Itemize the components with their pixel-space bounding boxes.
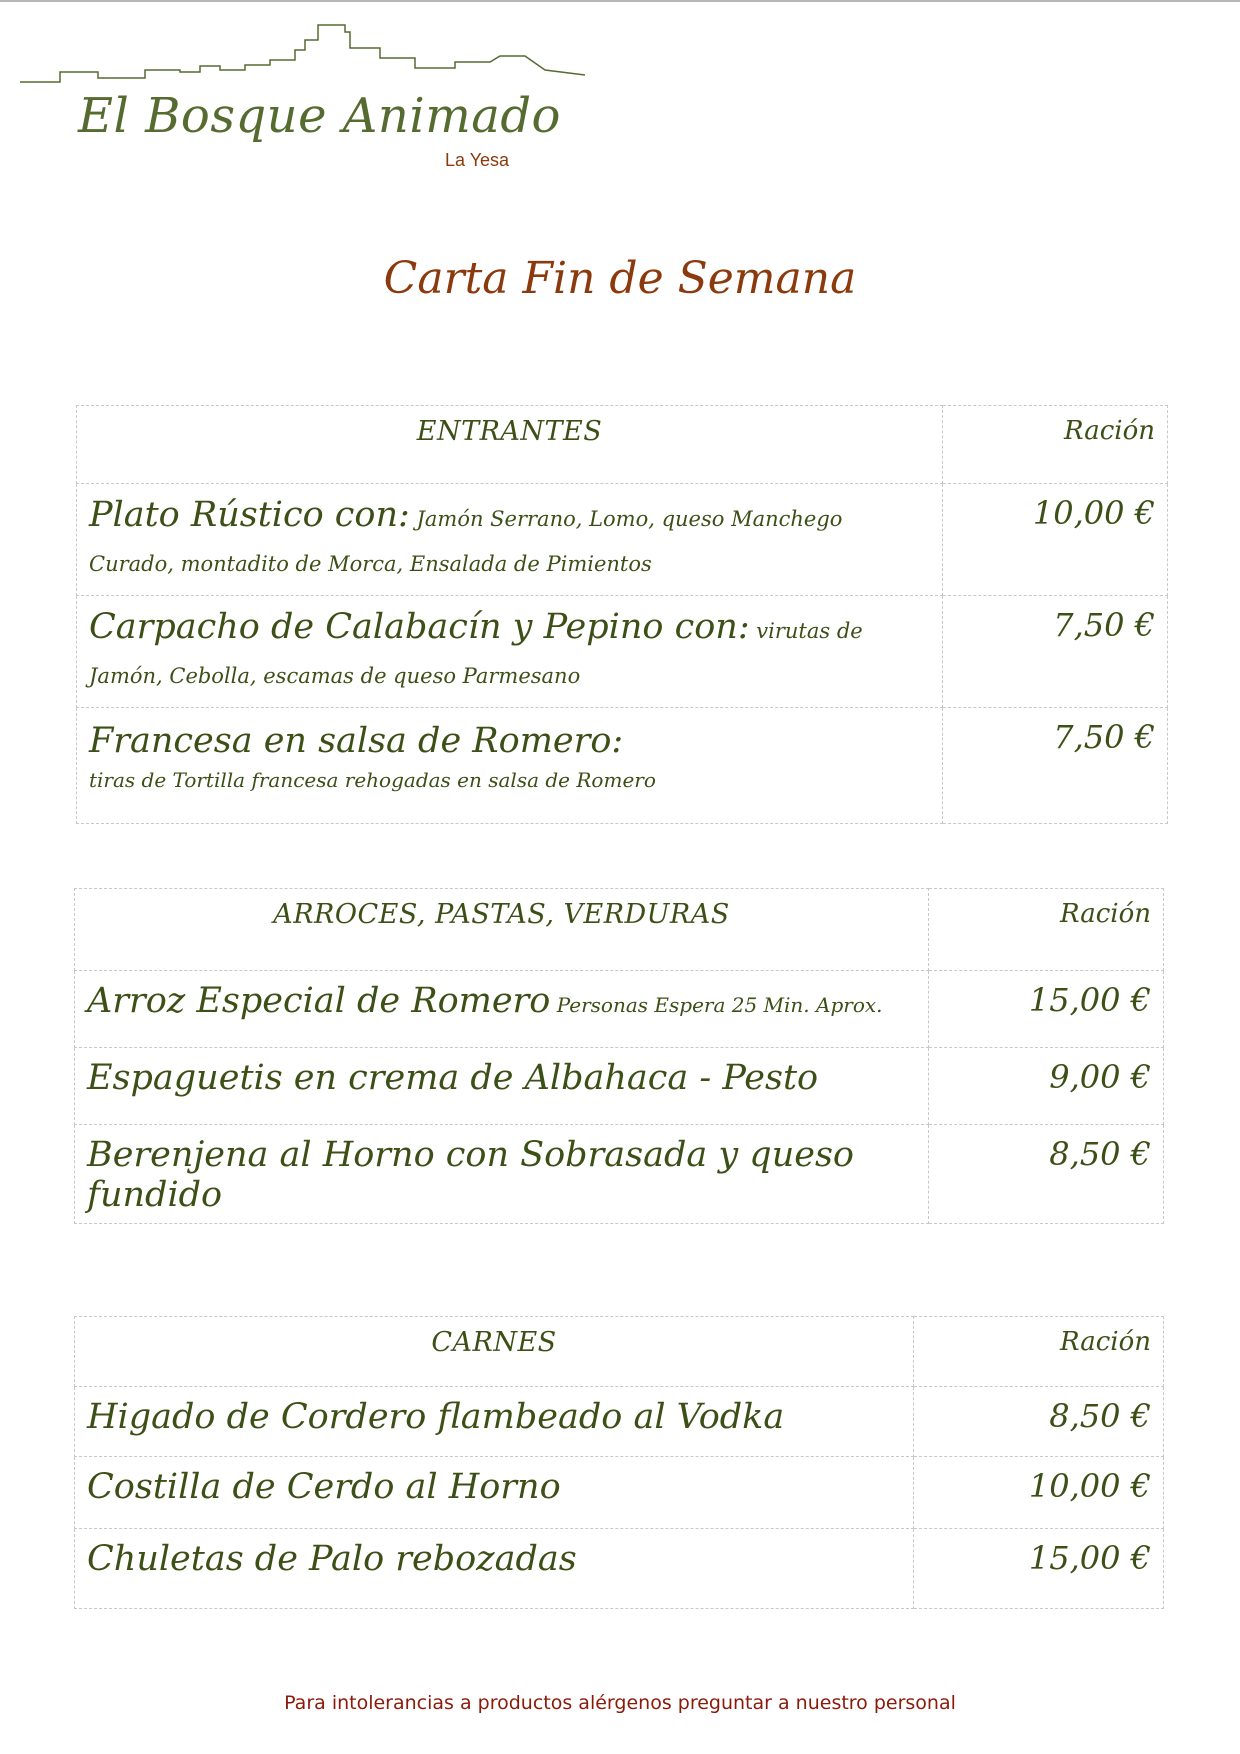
menu-item [75, 1387, 914, 1457]
menu-item-row [75, 1529, 1164, 1609]
dish-price: 15,00 € [914, 1529, 1164, 1609]
price-column-header: Ración [929, 889, 1164, 971]
page-title: Carta Fin de Semana [383, 253, 857, 304]
menu-section-arroces [74, 888, 1164, 1224]
brand-name: El Bosque Animado [78, 88, 561, 144]
menu-item-row [75, 1125, 1164, 1224]
menu-item [75, 1048, 929, 1125]
dish-name: Carpacho de Calabacín y Pepino con: [89, 607, 750, 647]
dish-name: Plato Rústico con: [89, 495, 410, 535]
dish-price: 8,50 € [914, 1387, 1164, 1457]
section-heading: CARNES [75, 1317, 914, 1387]
menu-item [75, 1125, 929, 1224]
menu-item [75, 1529, 914, 1609]
menu-item [77, 596, 943, 708]
menu-item-row [77, 596, 1168, 708]
dish-name: Costilla de Cerdo al Horno [87, 1467, 561, 1507]
dish-name: Arroz Especial de Romero [87, 981, 551, 1021]
price-column-header: Ración [914, 1317, 1164, 1387]
menu-item-row [75, 971, 1164, 1048]
menu-item [75, 1457, 914, 1529]
dish-price: 7,50 € [943, 708, 1168, 824]
dish-description: virutas de Jamón, Cebolla, escamas de queso Parmesano [89, 619, 863, 688]
dish-price: 7,50 € [943, 596, 1168, 708]
brand-logo [20, 20, 600, 180]
section-heading: ARROCES, PASTAS, VERDURAS [75, 889, 929, 971]
dish-name: Chuletas de Palo rebozadas [87, 1539, 577, 1579]
menu-item-row [75, 1387, 1164, 1457]
menu-item-row [77, 484, 1168, 596]
menu-item-row [75, 1457, 1164, 1529]
menu-item [75, 971, 929, 1048]
dish-price: 9,00 € [929, 1048, 1164, 1125]
dish-price: 10,00 € [914, 1457, 1164, 1529]
allergen-note: Para intolerancias a productos alérgenos preguntar a nuestro personal [284, 1692, 956, 1714]
section-heading: ENTRANTES [77, 406, 943, 484]
menu-item-row [77, 708, 1168, 824]
dish-name: Francesa en salsa de Romero: [89, 721, 624, 761]
dish-description: Personas Espera 25 Min. Aprox. [550, 993, 883, 1017]
menu-item [77, 708, 943, 824]
dish-name: Espaguetis en crema de Albahaca - Pesto [87, 1058, 819, 1098]
dish-price: 8,50 € [929, 1125, 1164, 1224]
price-column-header: Ración [943, 406, 1168, 484]
dish-description: Jamón Serrano, Lomo, queso Manchego Curado, montadito de Morca, Ensalada de Pimientos [89, 507, 843, 576]
menu-item-row [75, 1048, 1164, 1125]
menu-section-carnes [74, 1316, 1164, 1609]
dish-price: 10,00 € [943, 484, 1168, 596]
menu-item [77, 484, 943, 596]
top-border [0, 0, 1240, 2]
brand-location: La Yesa [445, 150, 510, 170]
dish-price: 15,00 € [929, 971, 1164, 1048]
dish-description: tiras de Tortilla francesa rehogadas en salsa de Romero [89, 768, 656, 792]
menu-section-entrantes [76, 405, 1168, 824]
dish-name: Higado de Cordero flambeado al Vodka [87, 1397, 785, 1437]
dish-name: Berenjena al Horno con Sobrasada y queso fundido [87, 1135, 854, 1215]
